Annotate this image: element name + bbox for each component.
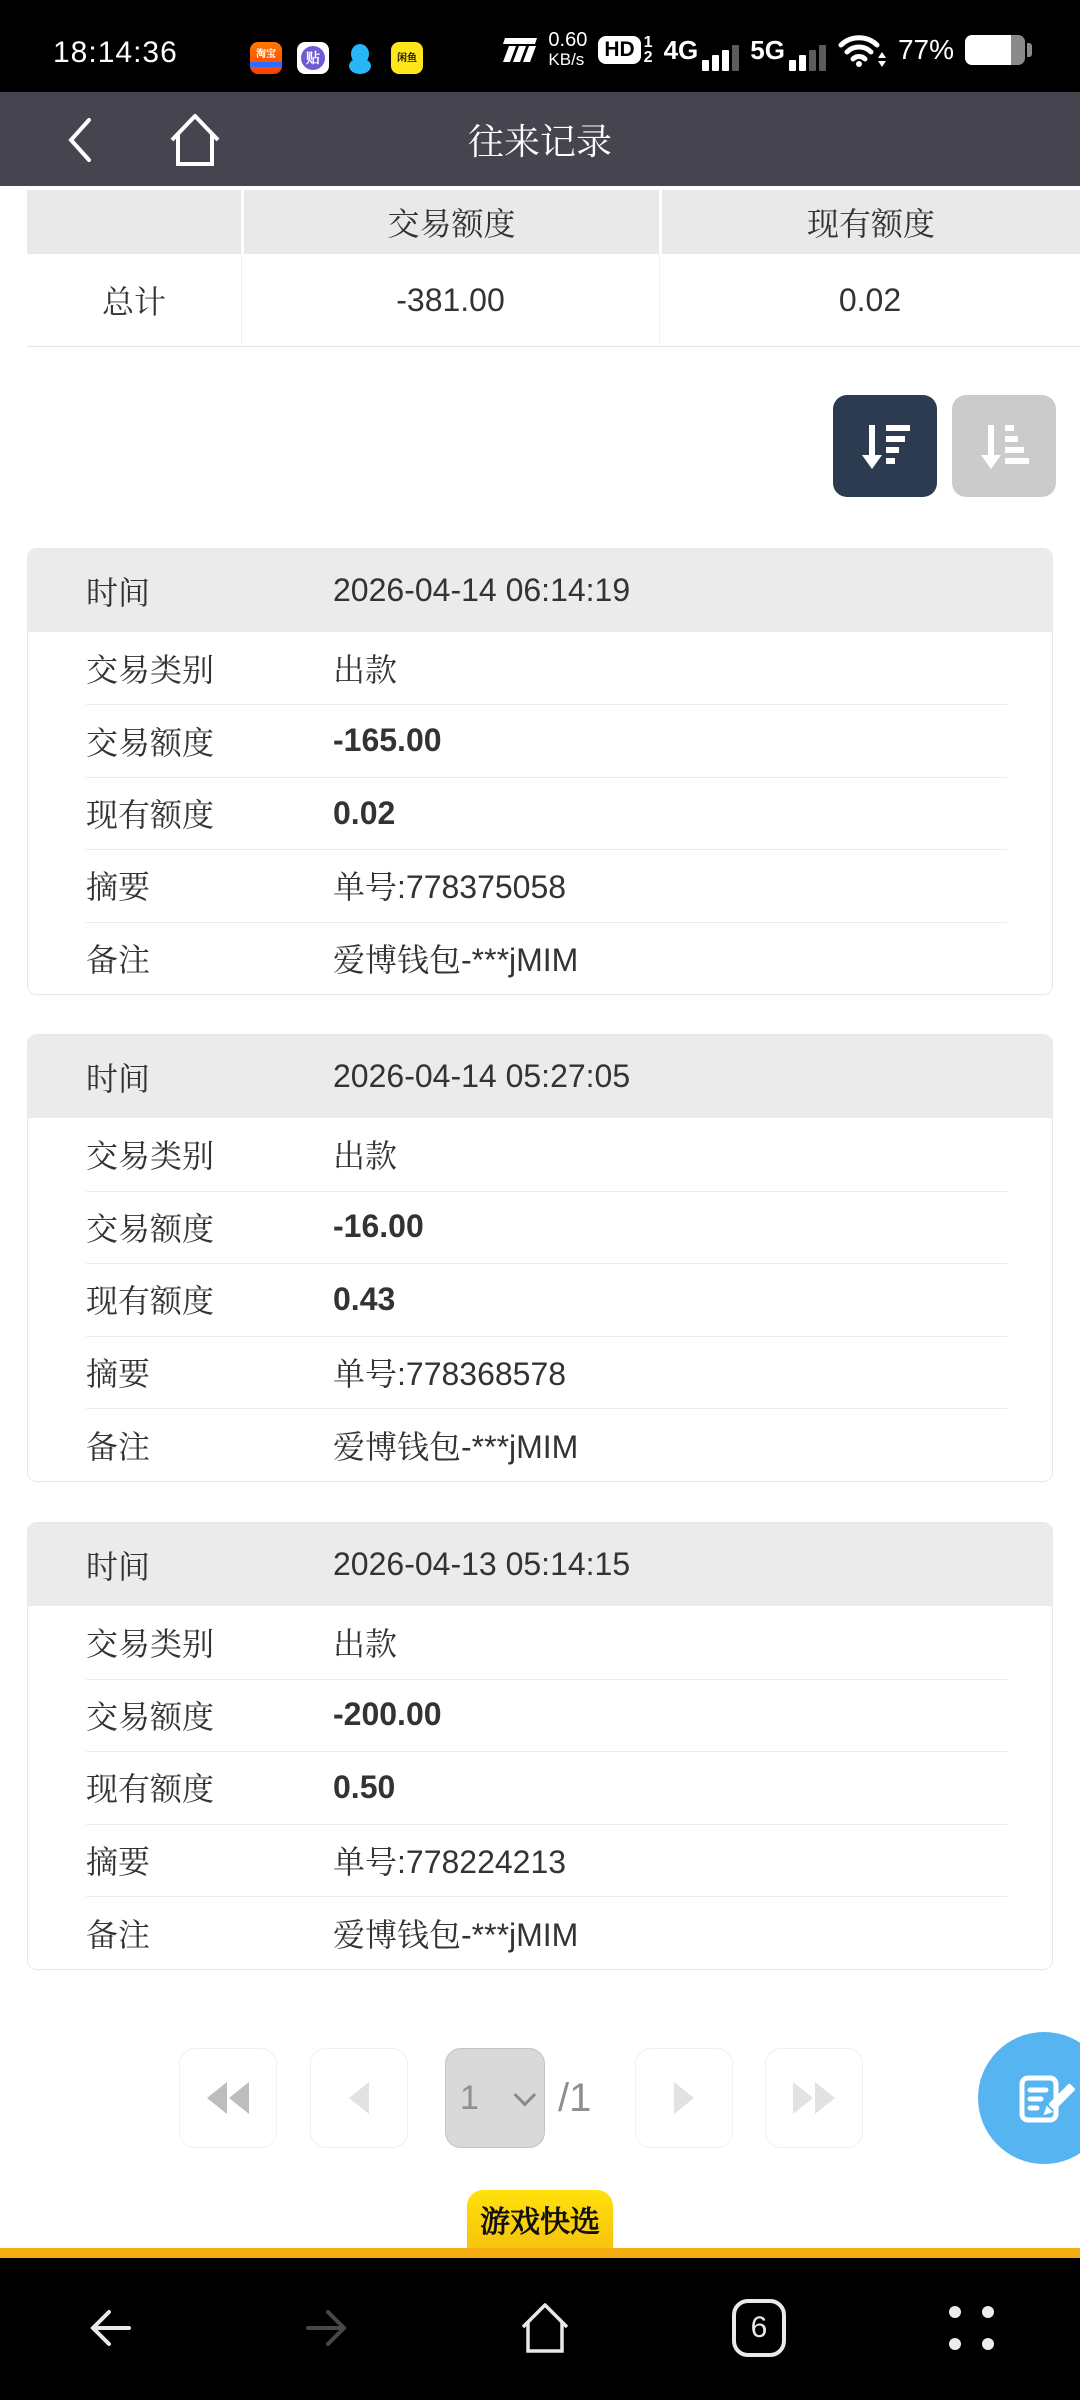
record-type: 出款 xyxy=(333,1138,398,1175)
record-balance: 0.02 xyxy=(333,794,396,831)
record-summary: 单号:778368578 xyxy=(333,1356,567,1393)
summary-col-empty xyxy=(27,190,241,254)
record-card xyxy=(27,1522,1053,1970)
battery-percent: 77% xyxy=(897,34,954,65)
edit-note-icon xyxy=(1012,2066,1076,2130)
field-label: 备注 xyxy=(86,1916,151,1953)
nav-back-icon xyxy=(85,2304,135,2352)
nav-forward-icon xyxy=(302,2304,352,2352)
signal-sim1: 4G xyxy=(664,35,740,66)
record-remark: 爱博钱包-***jMIM xyxy=(333,1916,579,1953)
record-row xyxy=(28,1263,1052,1336)
double-right-arrow-icon xyxy=(793,2082,813,2114)
record-amount: -165.00 xyxy=(333,722,442,759)
record-card xyxy=(27,548,1053,995)
record-row xyxy=(28,849,1052,921)
page-select[interactable] xyxy=(445,2048,545,2148)
qq-app-icon xyxy=(344,42,376,74)
record-remark: 爱博钱包-***jMIM xyxy=(333,1428,579,1465)
summary-table xyxy=(27,190,1080,347)
sort-ascending-icon xyxy=(975,417,1033,475)
game-quick-select-button[interactable]: 游戏快选 xyxy=(467,2190,613,2248)
tieba-app-icon: 贴 xyxy=(297,42,329,74)
field-label: 交易类别 xyxy=(86,1138,215,1175)
field-label: 交易类别 xyxy=(86,652,215,689)
summary-table-total-row xyxy=(27,254,1080,347)
volte-hd-icon: HD 1 2 xyxy=(598,35,652,65)
taobao-shangou-app-icon: 淘宝 xyxy=(250,42,282,74)
field-label: 交易额度 xyxy=(86,724,215,761)
field-label: 摘要 xyxy=(86,869,151,906)
sort-descending-icon xyxy=(856,417,914,475)
status-bar xyxy=(0,0,1080,92)
record-row xyxy=(28,1679,1052,1752)
record-time: 2026-04-13 05:14:15 xyxy=(333,1546,631,1582)
record-row xyxy=(28,922,1052,994)
signal-sim2: 5G xyxy=(750,35,826,66)
field-label: 备注 xyxy=(86,941,151,978)
page-select-value: 1 xyxy=(460,2078,479,2117)
field-label: 备注 xyxy=(86,1428,151,1465)
total-amount: -381.00 xyxy=(241,254,659,347)
record-row xyxy=(28,1191,1052,1264)
total-balance: 0.02 xyxy=(659,254,1080,347)
field-label: 摘要 xyxy=(86,1356,151,1393)
clock: 18:14:36 xyxy=(53,36,178,69)
network-speed: 0.60 KB/s xyxy=(548,29,588,69)
field-label: 时间 xyxy=(86,1548,151,1585)
record-row xyxy=(28,1751,1052,1824)
field-label: 现有额度 xyxy=(86,1283,215,1320)
record-row xyxy=(28,777,1052,849)
wifi-icon xyxy=(837,32,887,68)
browser-nav-bar xyxy=(0,2258,1080,2400)
nav-home-button[interactable] xyxy=(515,2298,575,2358)
page-total: /1 xyxy=(558,2075,592,2120)
record-balance: 0.43 xyxy=(333,1280,396,1317)
record-type: 出款 xyxy=(333,652,398,689)
record-summary: 单号:778375058 xyxy=(333,869,567,906)
nav-home-icon xyxy=(516,2300,574,2356)
page-title: 往来记录 xyxy=(467,120,612,162)
field-label: 时间 xyxy=(86,1060,151,1097)
record-balance: 0.50 xyxy=(333,1768,396,1805)
record-remark: 爱博钱包-***jMIM xyxy=(333,941,579,978)
summary-col-balance: 现有额度 xyxy=(659,190,1080,254)
xianyu-app-icon: 闲鱼 xyxy=(391,42,423,74)
nav-tabs-button[interactable] xyxy=(729,2298,789,2358)
record-card xyxy=(27,1034,1053,1482)
field-label: 时间 xyxy=(86,574,151,611)
menu-dots-icon xyxy=(949,2306,995,2350)
field-label: 现有额度 xyxy=(86,1771,215,1808)
record-header xyxy=(28,1035,1052,1118)
chevron-down-icon xyxy=(514,2084,537,2107)
yellow-strip xyxy=(0,2248,1080,2258)
sort-ascending-button[interactable] xyxy=(952,395,1056,497)
left-arrow-icon xyxy=(349,2082,369,2114)
right-arrow-icon xyxy=(674,2082,694,2114)
record-header xyxy=(28,549,1052,632)
previous-page-button[interactable] xyxy=(310,2048,408,2148)
record-amount: -200.00 xyxy=(333,1696,442,1733)
status-indicators xyxy=(497,30,1032,70)
record-time: 2026-04-14 05:27:05 xyxy=(333,1058,631,1094)
record-row xyxy=(28,1606,1052,1679)
field-label: 交易额度 xyxy=(86,1698,215,1735)
nav-menu-button[interactable] xyxy=(942,2298,1002,2358)
battery-icon xyxy=(965,35,1032,65)
first-page-button[interactable] xyxy=(179,2048,277,2148)
field-label: 交易类别 xyxy=(86,1626,215,1663)
next-page-button[interactable] xyxy=(635,2048,733,2148)
total-label: 总计 xyxy=(27,254,241,347)
summary-table-header xyxy=(27,190,1080,254)
field-label: 交易额度 xyxy=(86,1210,215,1247)
record-amount: -16.00 xyxy=(333,1208,424,1245)
record-row xyxy=(28,1408,1052,1481)
sort-descending-button[interactable] xyxy=(833,395,937,497)
record-row xyxy=(28,1118,1052,1191)
record-row xyxy=(28,1336,1052,1409)
field-label: 摘要 xyxy=(86,1844,151,1881)
record-header xyxy=(28,1523,1052,1606)
record-row xyxy=(28,632,1052,704)
field-label: 现有额度 xyxy=(86,797,215,834)
app-header xyxy=(0,92,1080,186)
tab-count-badge: 6 xyxy=(732,2299,786,2357)
record-row xyxy=(28,1824,1052,1897)
double-left-arrow-icon xyxy=(207,2082,227,2114)
record-row xyxy=(28,1896,1052,1969)
edit-fab-button[interactable] xyxy=(978,2032,1080,2164)
record-summary: 单号:778224213 xyxy=(333,1844,567,1881)
nav-forward-button[interactable] xyxy=(297,2298,357,2358)
last-page-button[interactable] xyxy=(765,2048,863,2148)
notification-icons xyxy=(250,42,423,74)
record-time: 2026-04-14 06:14:19 xyxy=(333,572,631,608)
record-type: 出款 xyxy=(333,1626,398,1663)
vpn-icon xyxy=(497,36,537,64)
summary-col-amount: 交易额度 xyxy=(241,190,659,254)
record-row xyxy=(28,704,1052,776)
nav-back-button[interactable] xyxy=(80,2298,140,2358)
